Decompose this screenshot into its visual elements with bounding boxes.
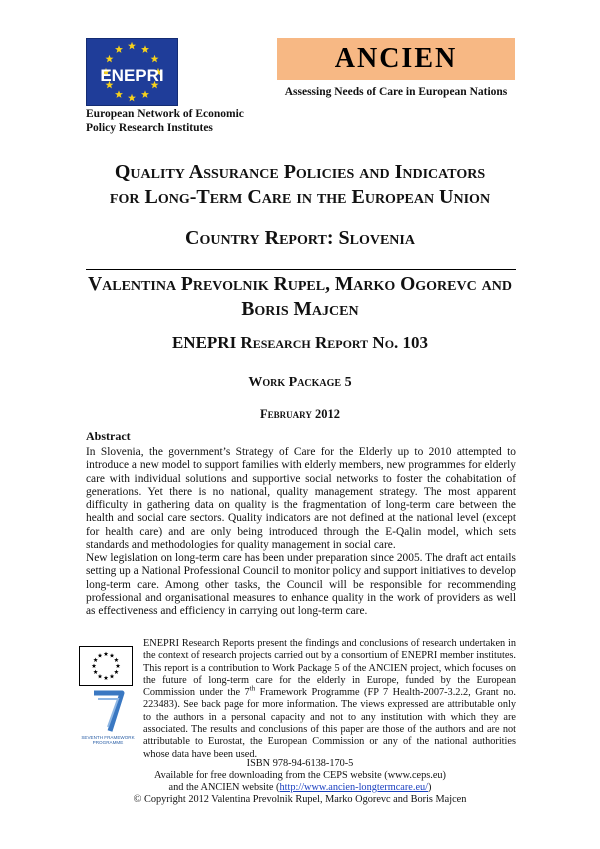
- isbn: ISBN 978-94-6138-170-5: [246, 758, 354, 769]
- enepri-tagline: [86, 107, 286, 135]
- eu-flag-icon: [79, 646, 133, 686]
- footer-disclaimer-part1: ENEPRI Research Reports present the findings and conclusions of research undertaken in the context of research projects carried out by a consortium of ENEPRI member institutes. This report is a contribution to Work Package 5 of the ANCIEN project, which focuses on the future of long-term care for the elderly in Europe, funded by the European Commission under the 7: [143, 638, 516, 699]
- report-title-line2: for Long-Term Care in the European Union: [109, 186, 491, 208]
- enepri-tagline-line1: European Network of Economic: [86, 108, 244, 120]
- star-icon: [128, 42, 136, 50]
- title-divider: [86, 269, 516, 270]
- availability-prefix: and the ANCIEN website (: [168, 782, 280, 793]
- copyright: © Copyright 2012 Valentina Prevolnik Rupel, Marko Ogorevc and Boris Majcen: [133, 794, 467, 805]
- abstract-paragraph-1: In Slovenia, the government’s Strategy of Care for the Elderly up to 2010 attempted to introduce a new model to support families with elderly members, new programmes for elderly care with individual solutions and supportive social networks to foster the cohabitation of generations. Yet there is no national, quality management strategy. The most apparent difficulty in gathering data on quality is the fragmentation of long-term care between the health and social care sectors. Quality indicators are not defined at the national level (except for health care) and are only being introduced through the E-Qalin model, which sets standards and methodologies for quality management in social care.: [86, 446, 516, 552]
- ancien-logo-text: ANCIEN: [334, 43, 458, 74]
- star-icon: [141, 45, 149, 53]
- enepri-logo: [86, 38, 178, 106]
- abstract-paragraph-2: New legislation on long-term care has been under preparation since 2005. The draft act entails setting up a National Professional Council to monitor policy and support initiatives to develop long-term care. Among other tasks, the Council will be responsible for recommending professional and organisational measures to enhance quality in the work of providers as well as effectiveness and efficiency in carrying out long-term care.: [86, 552, 516, 618]
- star-icon: [92, 664, 97, 668]
- star-icon: [98, 674, 103, 678]
- star-icon: [110, 653, 115, 657]
- authors-line2: Boris Majcen: [241, 299, 359, 320]
- star-icon: [110, 674, 115, 678]
- fp7-seven-icon: [81, 687, 135, 747]
- star-icon: [105, 55, 113, 63]
- star-icon: [114, 670, 119, 674]
- work-package: Work Package 5: [248, 375, 352, 390]
- publication-date: February 2012: [260, 407, 340, 421]
- country-report-title: Country Report: Slovenia: [185, 227, 415, 249]
- fp7-label-line2: PROGRAMME: [92, 740, 124, 745]
- fp7-label-line1: SEVENTH FRAMEWORK: [81, 735, 135, 740]
- star-icon: [104, 676, 109, 680]
- star-icon: [104, 652, 109, 656]
- footer-disclaimer: [143, 638, 516, 761]
- star-icon: [114, 658, 119, 662]
- abstract-heading: Abstract: [86, 429, 131, 443]
- star-icon: [116, 664, 121, 668]
- report-title-line1: Quality Assurance Policies and Indicators: [114, 161, 486, 183]
- footer-superscript: th: [249, 684, 256, 693]
- authors-line1: Valentina Prevolnik Rupel, Marko Ogorevc and: [88, 274, 512, 295]
- availability-line2: [100, 782, 500, 794]
- report-title: [40, 160, 560, 210]
- enepri-logo-text: ENEPRI: [100, 66, 164, 85]
- availability-line1: Available for free downloading from the CEPS website (www.ceps.eu): [154, 770, 446, 781]
- star-icon: [93, 670, 98, 674]
- fp7-logo: [81, 687, 135, 747]
- ancien-subtitle: Assessing Needs of Care in European Nations: [284, 86, 508, 98]
- footer-disclaimer-part2: Framework Programme (FP 7 Health-2007-3.2.2, Grant no. 223483). See back page for more information. The views expressed are attributable only to the authors in a personal capacity and not to any institution with which they are associated. The results and conclusions of this paper are those of the authors and are not attributable to Eurostat, the European Commission or any of the national authorities whose data have been used.: [143, 687, 516, 760]
- ancien-website-link[interactable]: http://www.ancien-longtermcare.eu/: [279, 782, 429, 793]
- ancien-logo: [277, 38, 515, 80]
- star-icon: [128, 94, 136, 102]
- report-number: ENEPRI Research Report No. 103: [171, 333, 429, 352]
- star-icon: [115, 45, 123, 53]
- star-icon: [115, 90, 123, 98]
- enepri-star-ring-icon: [87, 39, 177, 105]
- star-icon: [93, 658, 98, 662]
- authors: [40, 272, 560, 322]
- star-icon: [98, 653, 103, 657]
- star-icon: [151, 55, 159, 63]
- star-icon: [141, 90, 149, 98]
- enepri-tagline-line2: Policy Research Institutes: [86, 122, 213, 134]
- availability-suffix: ): [428, 782, 432, 793]
